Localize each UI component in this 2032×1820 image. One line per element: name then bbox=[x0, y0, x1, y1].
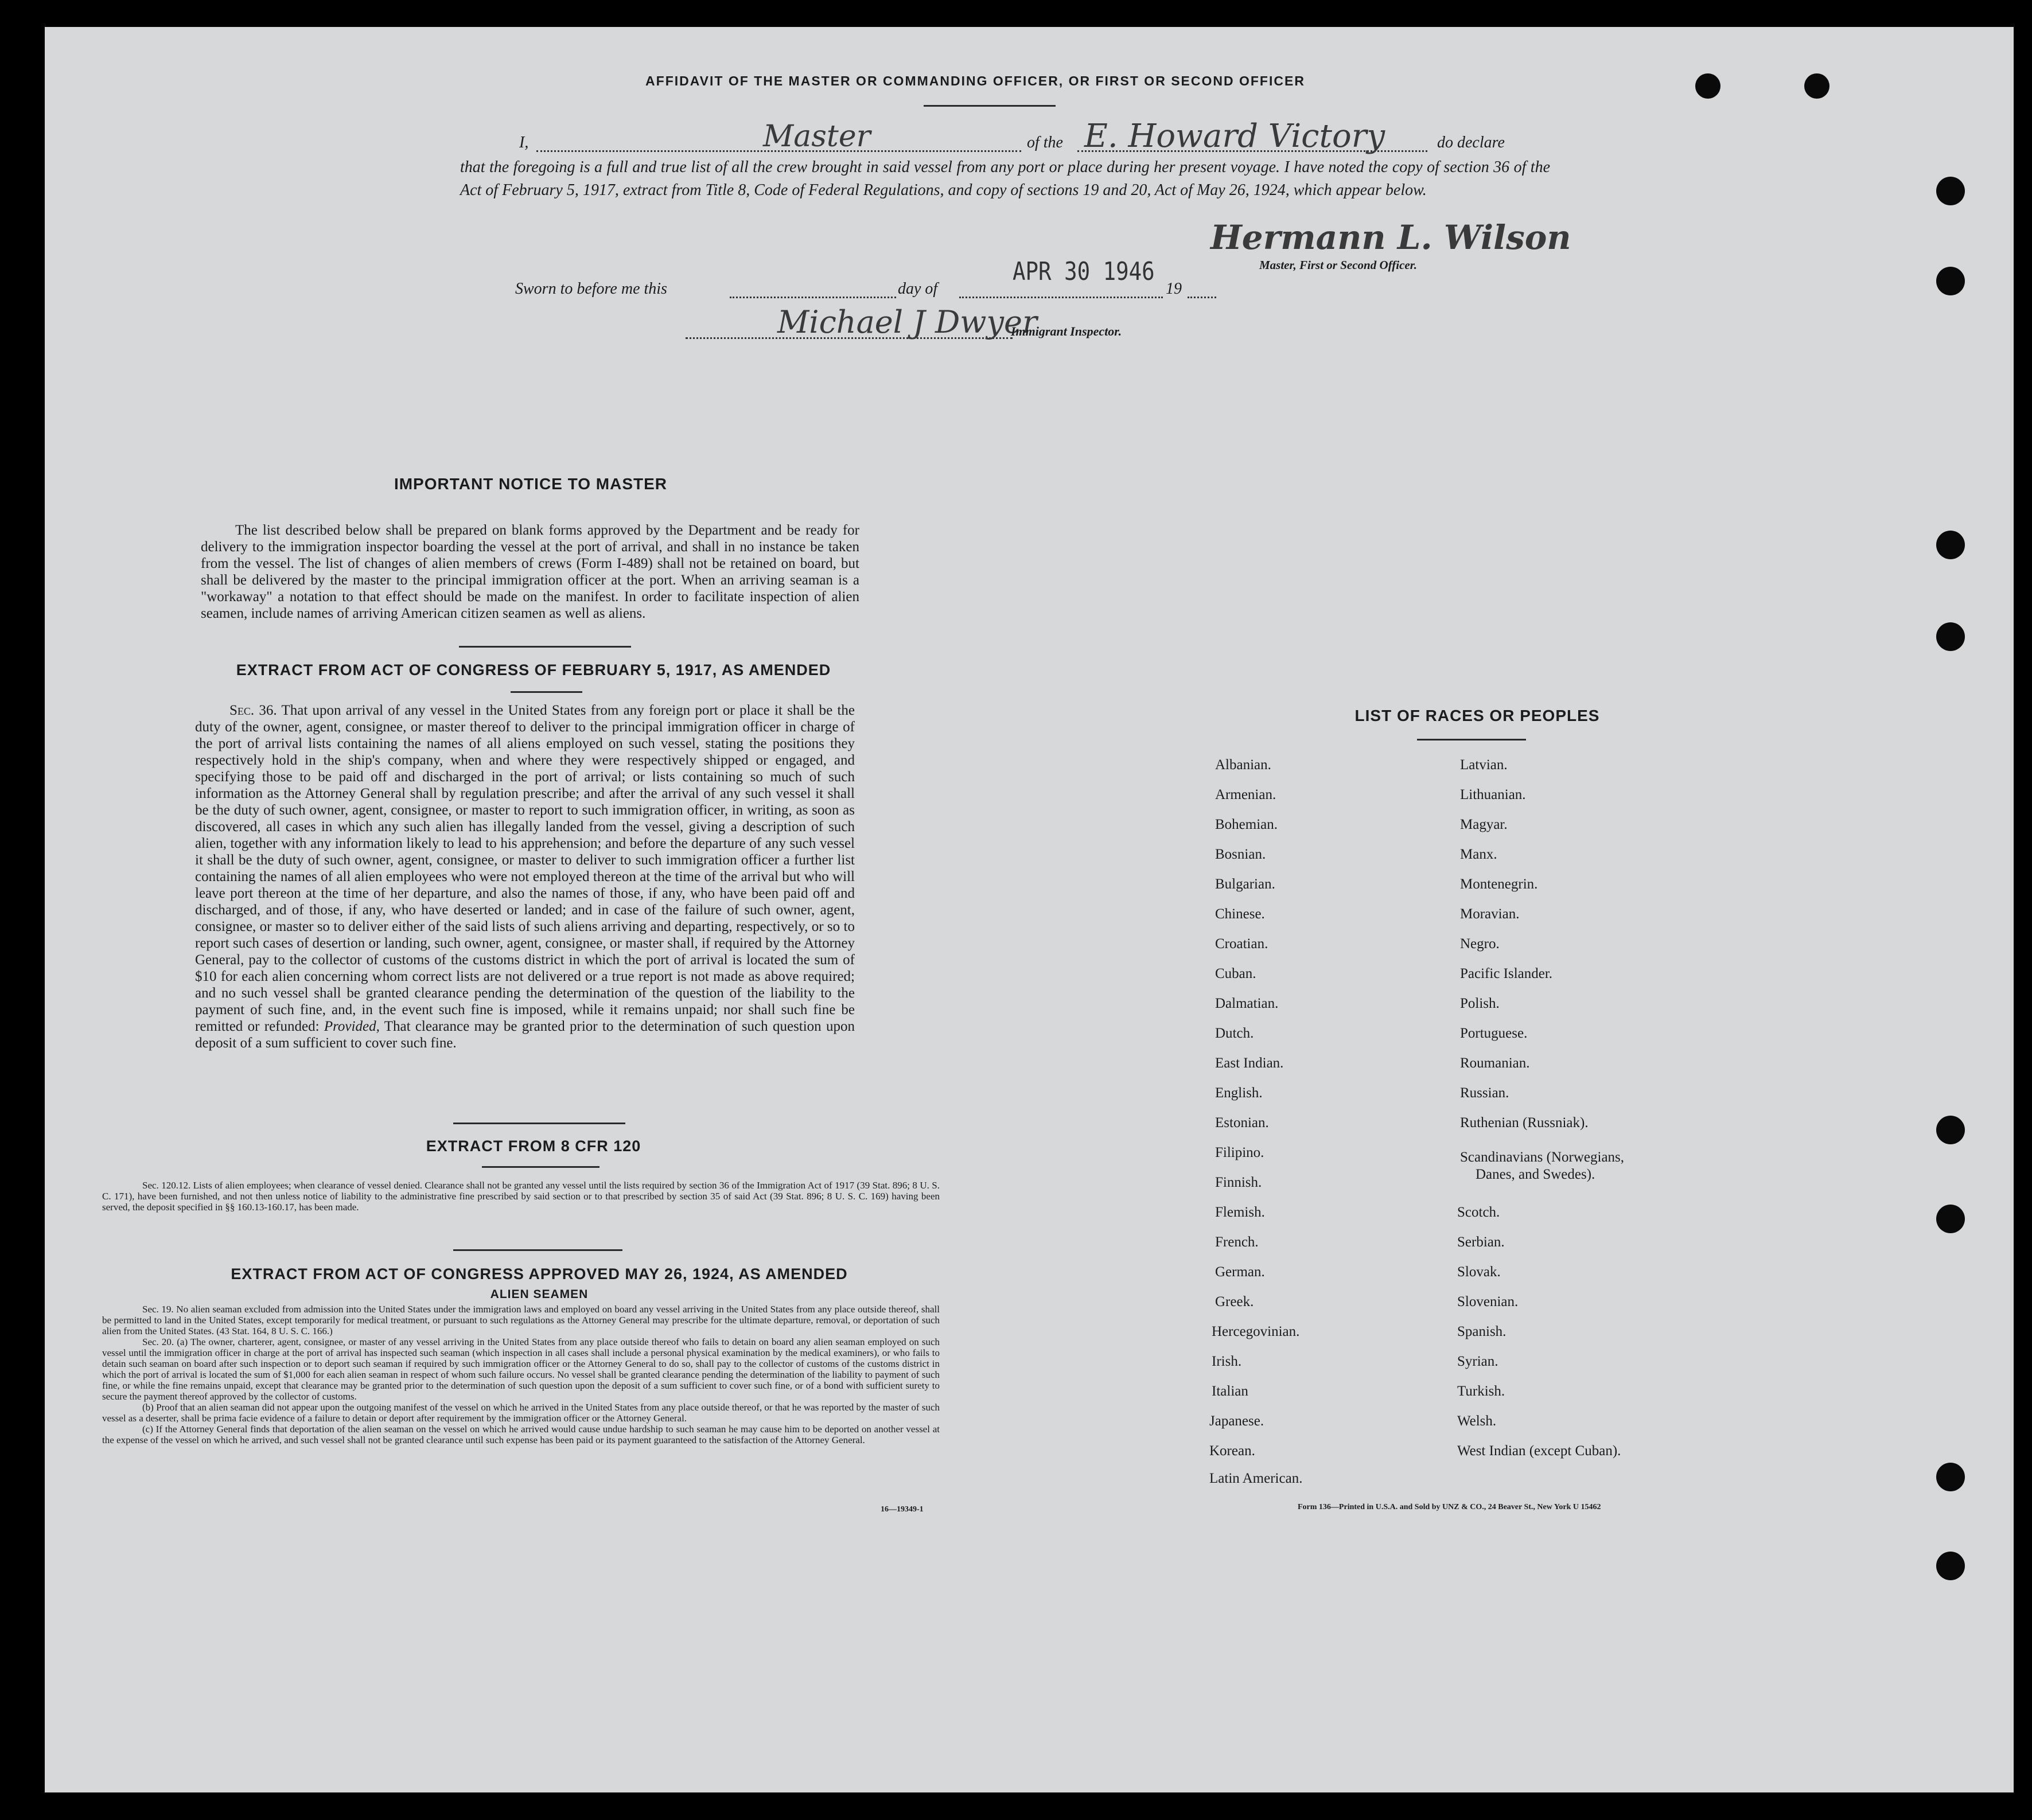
race-item: Dalmatian. bbox=[1215, 996, 1279, 1011]
race-item: Latin American. bbox=[1209, 1471, 1303, 1486]
alien-seamen-subtitle: ALIEN SEAMEN bbox=[490, 1288, 589, 1301]
of-the-label: of the bbox=[1027, 134, 1063, 151]
race-item: Moravian. bbox=[1460, 906, 1520, 922]
form-printer-line: Form 136—Printed in U.S.A. and Sold by UNZ & CO., 24 Beaver St., New York U 15462 bbox=[1298, 1503, 1601, 1511]
section-36-body: That upon arrival of any vessel in the United States from any foreign port or place it shall be the duty of the owner, agent, consignee, or master thereof to deliver to the principal immigration officer in charge of the port of arrival lists containing the names of all aliens employed on such vessel, stating the positions they respectively hold in the ship's company, when and where they were respectively shipped or engaged, and specifying those to be paid off and discharged in the port of arrival; or lists containing so much of such information as the Attorney General shall by regulation prescribe; and after the arrival of any such vessel it shall be the duty of such owner, agent, consignee, or master to report to such immigration officer, in writing, as soon as discovered, all cases in which any such alien has illegally landed from the vessel, giving a description of such alien, together with any information likely to lead to his apprehension; and before the departure of any such vessel it shall be the duty of such owner, agent, consignee, or master to deliver to such immigration officer a further list containing the names of all alien employees who were not employed thereon at the time of the arrival but who will leave port thereon at the time of her departure, and also the names of those, if any, who have been paid off and discharged, and of those, if any, who have deserted or landed; and in case of the failure of such owner, agent, consignee, or master so to deliver either of the said lists of such aliens arriving and departing, respectively, or so to report such cases of desertion or landing, such owner, agent, consignee, or master shall, if required by the Attorney General, pay to the collector of customs of the customs district in which the port of arrival is located the sum of $10 for each alien concerning whom correct lists are not delivered or a true report is not made as above required; and no such vessel shall be granted clearance pending the determination of the question of the liability to the payment of such fine, and, in the event such fine is imposed, while it remains unpaid; nor shall such fine be remitted or refunded: bbox=[195, 703, 855, 1034]
handwritten-officer: Master bbox=[763, 119, 871, 154]
affidavit-title: AFFIDAVIT OF THE MASTER OR COMMANDING OFFICER, OR FIRST OR SECOND OFFICER bbox=[645, 73, 1305, 88]
inspector-signature: Michael J Dwyer bbox=[777, 304, 1037, 340]
form-code: 16—19349-1 bbox=[881, 1505, 924, 1514]
race-item: Ruthenian (Russniak). bbox=[1460, 1115, 1589, 1131]
race-item: Serbian. bbox=[1457, 1234, 1505, 1250]
inspector-caption: Immigrant Inspector. bbox=[1011, 324, 1122, 338]
punch-hole bbox=[1936, 1116, 1965, 1144]
race-item: Filipino. bbox=[1215, 1145, 1264, 1160]
section-20c-text: (c) If the Attorney General finds that deportation of the alien seaman on the vessel on which he arrived would cause undue hardship to such seaman he may cause him to be deported on another vessel at the expense of the vessel on which he arrived, and such vessel shall not be granted clearance until such expense has been paid or its payment guaranteed to the satisfaction of the Attorney General. bbox=[102, 1424, 940, 1445]
race-item: Latvian. bbox=[1460, 757, 1508, 773]
section-divider bbox=[482, 1166, 600, 1168]
race-item: West Indian (except Cuban). bbox=[1457, 1443, 1621, 1459]
cfr-title: EXTRACT FROM 8 CFR 120 bbox=[426, 1137, 641, 1155]
section-divider bbox=[1417, 739, 1526, 741]
race-item: Cuban. bbox=[1215, 966, 1256, 981]
race-item: Negro. bbox=[1460, 936, 1500, 952]
affidavit-body: that the foregoing is a full and true list of all the crew brought in said vessel from any port or place during her present voyage. I have noted the copy of section 36 of the Act of February 5, 1917, extract from Title 8, Code of Federal Regulations, and copy of sections 19 and 20, Act of May 26, 1924, which appear below. bbox=[460, 158, 1550, 199]
notice-text: The list described below shall be prepared on blank forms approved by the Department and be ready for delivery to the immigration inspector boarding the vessel at the port of arrival, and shall in no instance be taken from the vessel. The list of changes of alien members of crews (Form I-489) shall not be retained on board, but shall be delivered by the master to the principal immigration officer at the port. When an arriving seaman is a "workaway" a notation to that effect should be made on the manifest. In order to facilitate inspection of alien seamen, include names of arriving American citizen seamen as well as aliens. bbox=[201, 523, 859, 621]
punch-hole bbox=[1936, 1463, 1965, 1491]
day-of-label: day of bbox=[898, 280, 938, 298]
punch-hole bbox=[1804, 73, 1829, 99]
race-item: Slovenian. bbox=[1457, 1294, 1519, 1310]
notice-title: IMPORTANT NOTICE TO MASTER bbox=[394, 475, 668, 493]
section-divider bbox=[453, 1123, 625, 1124]
punch-hole bbox=[1936, 531, 1965, 559]
race-item: Slovak. bbox=[1457, 1264, 1501, 1280]
cfr-text: Sec. 120.12. Lists of alien employees; when clearance of vessel denied. Clearance shall not be granted any vessel until the lists required by section 36 of the Immigration Act of 1917 (39 Stat. 896; 8 U. S. C. 171), have been furnished, and not then unless notice of liability to the administrative fine prescribed by said section or to that prescribed by section 35 of said Act (39 Stat. 896; 8 U. S. C. 169) having been served, the deposit specified in §§ 160.13-160.17, has been made. bbox=[102, 1180, 940, 1213]
year-field bbox=[1188, 297, 1216, 298]
race-item: Albanian. bbox=[1215, 757, 1271, 773]
master-signature: Hermann L. Wilson bbox=[1210, 218, 1571, 257]
punch-hole bbox=[1936, 267, 1965, 295]
race-item: Bohemian. bbox=[1215, 817, 1278, 832]
sworn-label: Sworn to before me this bbox=[515, 280, 667, 298]
race-item: Bosnian. bbox=[1215, 847, 1266, 862]
race-item: Hercegovinian. bbox=[1212, 1324, 1300, 1339]
race-item: East Indian. bbox=[1215, 1055, 1284, 1071]
race-item: Scandinavians (Norwegians, bbox=[1460, 1149, 1625, 1165]
extract-1924-title: EXTRACT FROM ACT OF CONGRESS APPROVED MAY 26, 1924, AS AMENDED bbox=[231, 1265, 848, 1283]
race-item: Bulgarian. bbox=[1215, 876, 1275, 892]
race-item: Polish. bbox=[1460, 996, 1500, 1011]
race-item: Irish. bbox=[1212, 1354, 1242, 1369]
race-item: Dutch. bbox=[1215, 1026, 1254, 1041]
section-20a-text: Sec. 20. (a) The owner, charterer, agent, consignee, or master of any vessel arriving in the United States from any place outside thereof who fails to detain on board any alien seaman employed on such vessel until the immigration officer in charge at the port of arrival has inspected such seaman (which inspection in all cases shall include a personal physical examination by the medical examiners), or who fails to detain such seaman on board after such inspection or to deport such seaman if required by such immigration officer or the Attorney General to do so, shall pay to the collector of customs of the customs district in which the port of arrival is located the sum of $1,000 for each alien seaman in respect of whom such failure occurs. No vessel shall be granted clearance pending the determination of the liability to payment of such fine, or while the fine remains unpaid, except that clearance may be granted prior to the determination of such question upon the deposit of a sum sufficient to cover such fine, or of a bond with sufficient surety to secure the payment thereof approved by the collector of customs. bbox=[102, 1336, 940, 1402]
race-item: Russian. bbox=[1460, 1085, 1509, 1101]
race-item: Roumanian. bbox=[1460, 1055, 1530, 1071]
section-36-text bbox=[195, 702, 855, 1051]
i-label: I, bbox=[519, 134, 529, 151]
section-36-label: Sec. 36. bbox=[229, 703, 277, 718]
race-item: Magyar. bbox=[1460, 817, 1508, 832]
month-field bbox=[959, 297, 1163, 298]
race-item: Greek. bbox=[1215, 1294, 1254, 1310]
punch-hole bbox=[1936, 622, 1965, 651]
race-item: Manx. bbox=[1460, 847, 1497, 862]
race-item: English. bbox=[1215, 1085, 1263, 1101]
punch-hole bbox=[1936, 177, 1965, 205]
race-item: Japanese. bbox=[1209, 1413, 1264, 1429]
race-item: Pacific Islander. bbox=[1460, 966, 1553, 981]
section-20b-text: (b) Proof that an alien seaman did not appear upon the outgoing manifest of the vessel on which he arrived in the United States from any place outside thereof, or that he was reported by the master of such vessel as a deserter, shall be prima facie evidence of a failure to detain or deport after requirement by the immigration officer or the Attorney General. bbox=[102, 1402, 940, 1424]
section-divider bbox=[459, 646, 631, 648]
race-item: Portuguese. bbox=[1460, 1026, 1528, 1041]
race-item: Italian bbox=[1212, 1383, 1248, 1399]
race-item: Korean. bbox=[1209, 1443, 1255, 1459]
section-19-text: Sec. 19. No alien seaman excluded from admission into the United States under the immigration laws and employed on board any vessel arriving in the United States from any place outside thereof, shall be permitted to land in the United States, except temporarily for medical treatment, or pursuant to such regulations as the Attorney General may prescribe for the ultimate departure, removal, or deportation of such alien from the United States. (43 Stat. 164, 8 U. S. C. 166.) bbox=[102, 1304, 940, 1336]
signature-caption: Master, First or Second Officer. bbox=[1259, 258, 1417, 272]
race-item: French. bbox=[1215, 1234, 1259, 1250]
races-title: LIST OF RACES OR PEOPLES bbox=[1354, 707, 1600, 724]
section-divider bbox=[453, 1249, 622, 1251]
race-item: Chinese. bbox=[1215, 906, 1265, 922]
do-declare-label: do declare bbox=[1437, 134, 1505, 151]
race-item: Danes, and Swedes). bbox=[1476, 1167, 1595, 1182]
punch-hole bbox=[1695, 73, 1720, 99]
race-item: Croatian. bbox=[1215, 936, 1268, 952]
extract-1924-body bbox=[102, 1304, 940, 1445]
extract-1917-title: EXTRACT FROM ACT OF CONGRESS OF FEBRUARY 5, 1917, AS AMENDED bbox=[236, 661, 831, 679]
race-item: Spanish. bbox=[1457, 1324, 1507, 1339]
race-item: Montenegrin. bbox=[1460, 876, 1538, 892]
year-prefix: 19 bbox=[1166, 280, 1182, 298]
race-item: Armenian. bbox=[1215, 787, 1276, 802]
punch-hole bbox=[1936, 1205, 1965, 1233]
race-item: Estonian. bbox=[1215, 1115, 1269, 1131]
date-stamp: APR 30 1946 bbox=[1013, 257, 1155, 286]
race-item: Turkish. bbox=[1457, 1383, 1505, 1399]
section-divider bbox=[511, 691, 582, 693]
race-item: Lithuanian. bbox=[1460, 787, 1526, 802]
race-item: Finnish. bbox=[1215, 1175, 1262, 1190]
race-item: Scotch. bbox=[1457, 1205, 1500, 1220]
day-field bbox=[730, 297, 896, 298]
provided-text: That clearance may be granted prior to the determination of such question upon deposit of a sum sufficient to cover such fine. bbox=[195, 1019, 855, 1051]
title-divider bbox=[924, 105, 1056, 107]
race-item: German. bbox=[1215, 1264, 1265, 1280]
provided-label: Provided, bbox=[324, 1019, 380, 1034]
race-item: Flemish. bbox=[1215, 1205, 1265, 1220]
race-item: Syrian. bbox=[1457, 1354, 1498, 1369]
handwritten-vessel: E. Howard Victory bbox=[1084, 118, 1385, 155]
race-item: Welsh. bbox=[1457, 1413, 1497, 1429]
punch-hole bbox=[1936, 1552, 1965, 1580]
